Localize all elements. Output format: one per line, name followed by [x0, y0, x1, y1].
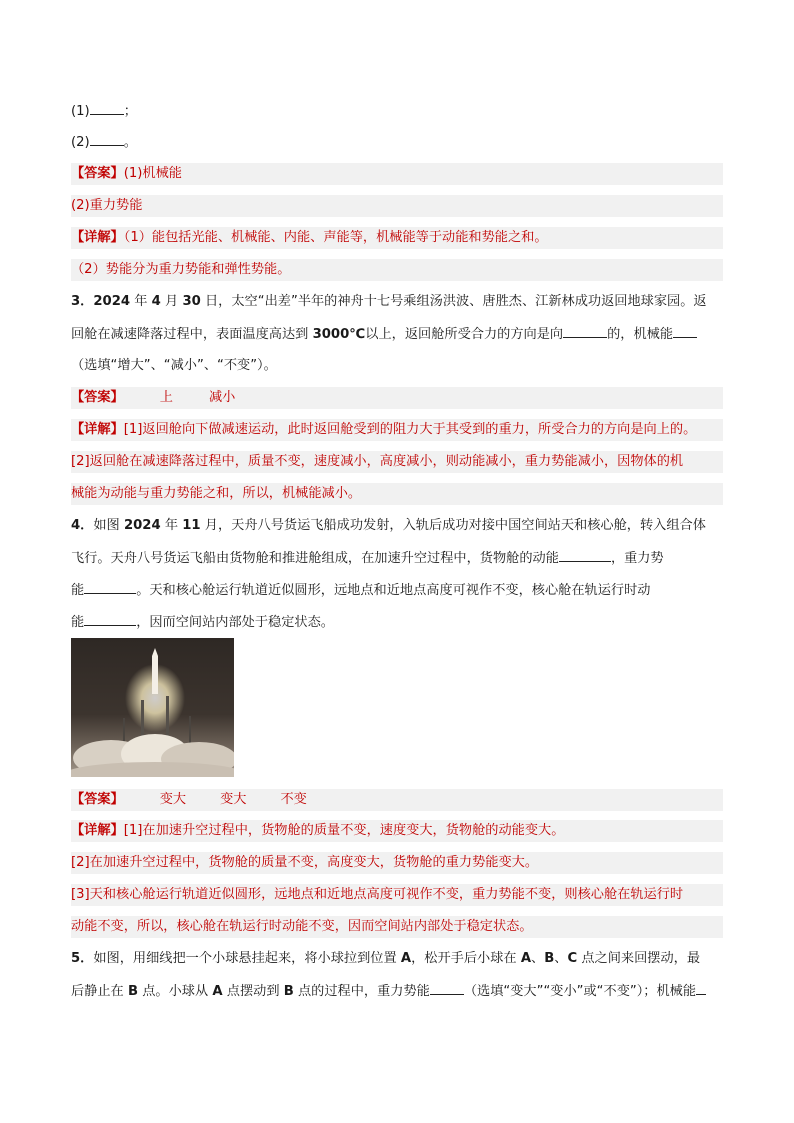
q5-stem-line-1: 5．如图，用细线把一个小球悬挂起来，将小球拉到位置 A，松开手后小球在 A、B、C 点之间来回摆动，最: [71, 951, 701, 966]
q5-stem-line-2: 后静止在 B 点。小球从 A 点摆动到 B 点的过程中，重力势能 （选填“变大”“变小”或“不变”）；机械能: [71, 980, 723, 1003]
answer-blank: [90, 131, 124, 146]
rocket-launch-illustration: [71, 638, 234, 777]
answer-blank: [559, 547, 611, 562]
q3-answer: 【答案】 上 减小: [71, 387, 723, 409]
q3-detail-line-1: 【详解】[1]返回舱向下做减速运动，此时返回舱受到的阻力大于其受到的重力，所受合力的方向是向上的。: [71, 419, 723, 441]
q2-answer-line-1: 【答案】(1)机械能: [71, 163, 723, 185]
answer-blank: [430, 980, 464, 995]
q4-stem-line-1: 4．如图 2024 年 11 月，天舟八号货运飞船成功发射，入轨后成功对接中国空间站天和核心舱，转入组合体: [71, 518, 706, 533]
q4-answer: 【答案】 变大 变大 不变: [71, 789, 723, 811]
q3-stem-line-1: 3．2024 年 4 月 30 日，太空“出差”半年的神舟十七号乘组汤洪波、唐胜杰、江新林成功返回地球家园。返: [71, 294, 707, 309]
answer-blank: [90, 100, 124, 115]
q4-detail-line-1: 【详解】[1]在加速升空过程中，货物舱的质量不变，速度变大，货物舱的动能变大。: [71, 820, 723, 842]
answer-blank: [84, 611, 136, 626]
q2-detail-line-2: （2）势能分为重力势能和弹性势能。: [71, 259, 723, 281]
q3-stem-line-2: 回舱在减速降落过程中，表面温度高达到 3000℃以上，返回舱所受合力的方向是向 的，机械能: [71, 323, 723, 346]
q4-stem-line-3: 能 。天和核心舱运行轨道近似圆形，远地点和近地点高度可视作不变，核心舱在轨运行时动: [71, 579, 723, 602]
answer-blank: [696, 980, 706, 995]
q3-detail-line-3: 械能为动能与重力势能之和，所以，机械能减小。: [71, 483, 723, 505]
q4-stem-line-4: 能 ，因而空间站内部处于稳定状态。: [71, 611, 723, 634]
answer-blank: [84, 579, 136, 594]
q4-detail-line-3: [3]天和核心舱运行轨道近似圆形，远地点和近地点高度可视作不变，重力势能不变，则核心舱在轨运行时: [71, 884, 723, 906]
answer-blank: [563, 323, 607, 338]
q3-stem-line-3: （选填“增大”、“减小”、“不变”）。: [71, 358, 277, 373]
q4-stem-line-2: 飞行。天舟八号货运飞船由货物舱和推进舱组成，在加速升空过程中，货物舱的动能 ，重力势: [71, 547, 723, 570]
q2-answer-line-2: (2)重力势能: [71, 195, 723, 217]
q2-detail-line-1: 【详解】（1）能包括光能、机械能、内能、声能等，机械能等于动能和势能之和。: [71, 227, 723, 249]
q2-blank-1: (1) ；: [71, 100, 723, 123]
rocket-launch-photo: [71, 638, 234, 777]
q2-blank-2: (2) 。: [71, 131, 723, 154]
q4-detail-line-4: 动能不变，所以，核心舱在轨运行时动能不变，因而空间站内部处于稳定状态。: [71, 916, 723, 938]
q4-detail-line-2: [2]在加速升空过程中，货物舱的质量不变，高度变大，货物舱的重力势能变大。: [71, 852, 723, 874]
q3-detail-line-2: [2]返回舱在减速降落过程中，质量不变，速度减小，高度减小，则动能减小，重力势能减小，因物体的机: [71, 451, 723, 473]
answer-blank: [673, 323, 697, 338]
